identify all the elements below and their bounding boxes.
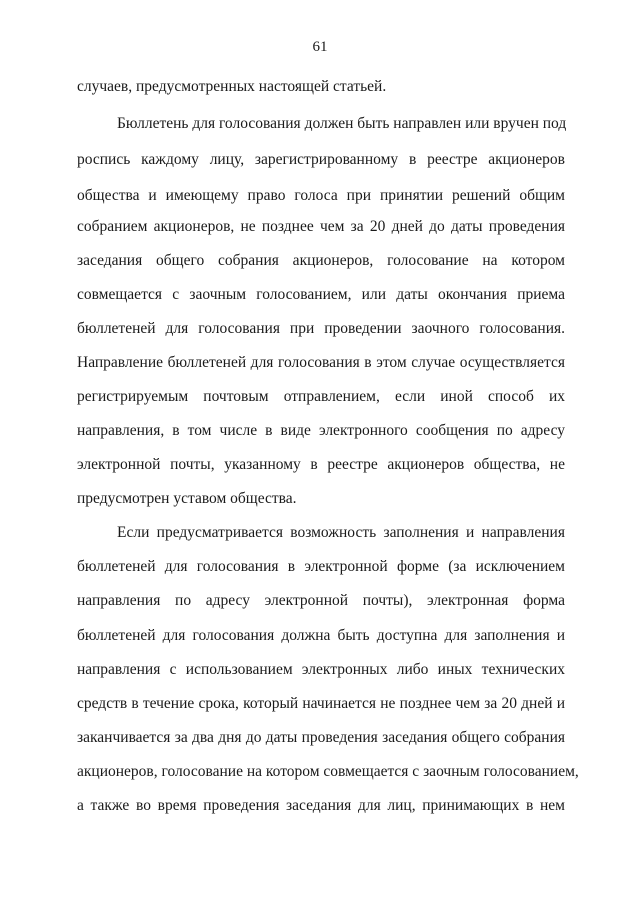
paragraph-first-line: Если предусматривается возможность заполнения и направления xyxy=(117,524,565,541)
text-line: бюллетеней для голосования должна быть доступна для заполнения и xyxy=(77,627,565,644)
text-line: роспись каждому лицу, зарегистрированному в реестре акционеров xyxy=(77,151,565,168)
paragraph-first-line: Бюллетень для голосования должен быть направлен или вручен под xyxy=(117,115,567,132)
text-line: акционеров, голосование на котором совмещается с заочным голосованием, xyxy=(77,763,579,780)
text-line: бюллетеней для голосования при проведении заочного голосования. xyxy=(77,320,565,337)
text-line: а также во время проведения заседания для лиц, принимающих в нем xyxy=(77,797,565,814)
text-line: заканчивается за два дня до даты проведения заседания общего собрания xyxy=(77,729,565,746)
text-line: случаев, предусмотренных настоящей статьей. xyxy=(77,78,387,95)
text-line: общества и имеющему право голоса при принятии решений общим xyxy=(77,187,565,204)
text-line: заседания общего собрания акционеров, голосование на котором xyxy=(77,252,565,269)
text-line: собранием акционеров, не позднее чем за 20 дней до даты проведения xyxy=(77,218,565,235)
text-line: направления, в том числе в виде электронного сообщения по адресу xyxy=(77,422,565,439)
text-line: направления с использованием электронных либо иных технических xyxy=(77,661,565,678)
text-line: направления по адресу электронной почты), электронная форма xyxy=(77,592,565,609)
text-line: регистрируемым почтовым отправлением, если иной способ их xyxy=(77,388,565,405)
paragraph-last-line: предусмотрен уставом общества. xyxy=(77,490,297,507)
text-line: электронной почты, указанному в реестре акционеров общества, не xyxy=(77,456,565,473)
text-line: бюллетеней для голосования в электронной форме (за исключением xyxy=(77,558,565,575)
text-line: средств в течение срока, который начинается не позднее чем за 20 дней и xyxy=(77,695,565,712)
page-number: 61 xyxy=(312,39,328,55)
text-line: совмещается с заочным голосованием, или даты окончания приема xyxy=(77,286,565,303)
text-line: Направление бюллетеней для голосования в этом случае осуществляется xyxy=(77,354,565,371)
